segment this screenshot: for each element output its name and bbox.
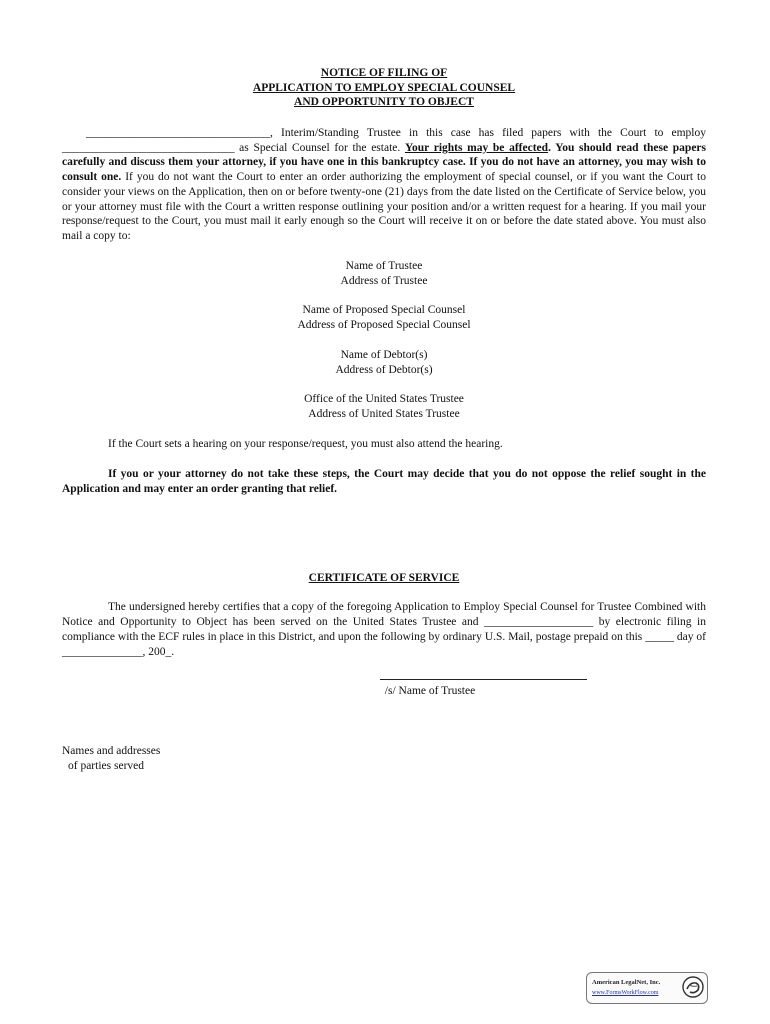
warning-paragraph: If you or your attorney do not take these steps, the Court may decide that you do not oppose the relief sought in the Application and may enter an order granting that relief. bbox=[62, 468, 706, 495]
hearing-paragraph: If the Court sets a hearing on your response/request, you must also attend the hearing. bbox=[108, 438, 503, 450]
counsel-blank: ______________________________ bbox=[62, 141, 235, 154]
notice-paragraph bbox=[62, 126, 706, 244]
address-line: Address of Trustee bbox=[340, 274, 428, 287]
trustee-blank: ________________________________ bbox=[86, 127, 270, 139]
footer-company: American LegalNet, Inc. bbox=[592, 979, 661, 986]
certificate-paragraph: The undersigned hereby certifies that a copy of the foregoing Application to Employ Special Counsel for Trustee Combined with Notice and Opportunity to Object has been served on the United States Trustee and ___________________ by electronic filing in compliance with the ECF rules in place in this District, and upon the following by ordinary U.S. Mail, postage prepaid on this _____ day of ______________, 200_. bbox=[62, 601, 706, 658]
notice-text-2: as Special Counsel for the estate. bbox=[234, 141, 405, 154]
notice-body-text: If you do not want the Court to enter an order authorizing the employment of special counsel, or if you want the Court to consider your views on the Application, then on or before twenty-one (21) days from the date listed on the Certificate of Service below, you or your attorney must file with the Court a written response outlining your position and/or a written request for a hearing. If you mail your response/request to the Court, you must mail it early enough so the Court will receive it on or before the date stated above. You must also mail a copy to: bbox=[62, 171, 706, 242]
parties-served bbox=[62, 744, 160, 773]
footer-url-link[interactable]: www.FormsWorkFlow.com bbox=[592, 990, 659, 996]
title-line-2: APPLICATION TO EMPLOY SPECIAL COUNSEL bbox=[252, 81, 516, 94]
address-name: Name of Debtor(s) bbox=[340, 349, 428, 361]
address-block-us-trustee bbox=[62, 392, 706, 421]
title-line-1: NOTICE OF FILING OF bbox=[320, 67, 448, 79]
rights-affected-text: Your rights may be affected bbox=[404, 141, 549, 154]
footer-logo bbox=[586, 972, 708, 1004]
parties-line-1: Names and addresses bbox=[62, 745, 161, 757]
address-name: Office of the United States Trustee bbox=[304, 393, 464, 405]
notice-title bbox=[62, 66, 706, 110]
address-name: Name of Proposed Special Counsel bbox=[302, 304, 466, 316]
address-block-trustee bbox=[62, 259, 706, 288]
address-name: Name of Trustee bbox=[345, 260, 423, 272]
globe-logo-icon bbox=[682, 976, 704, 998]
address-block-debtor bbox=[62, 348, 706, 377]
signature-name: /s/ Name of Trustee bbox=[384, 685, 476, 697]
address-line: Address of Debtor(s) bbox=[335, 363, 433, 376]
notice-text-1: , Interim/Standing Trustee in this case has filed papers with the Court to employ bbox=[270, 127, 706, 139]
parties-line-2: of parties served bbox=[68, 759, 144, 772]
address-line: Address of Proposed Special Counsel bbox=[297, 318, 471, 331]
read-papers-text: . You should read these papers carefully and discuss them your attorney, if you have one in this bankruptcy case. If you do not have an attorney, you may wish to consult one. bbox=[62, 141, 707, 184]
address-line: Address of United States Trustee bbox=[308, 407, 460, 420]
address-block-counsel bbox=[62, 303, 706, 332]
certificate-heading: CERTIFICATE OF SERVICE bbox=[308, 572, 460, 584]
signature-line bbox=[380, 679, 587, 680]
title-line-3: AND OPPORTUNITY TO OBJECT bbox=[294, 96, 474, 108]
